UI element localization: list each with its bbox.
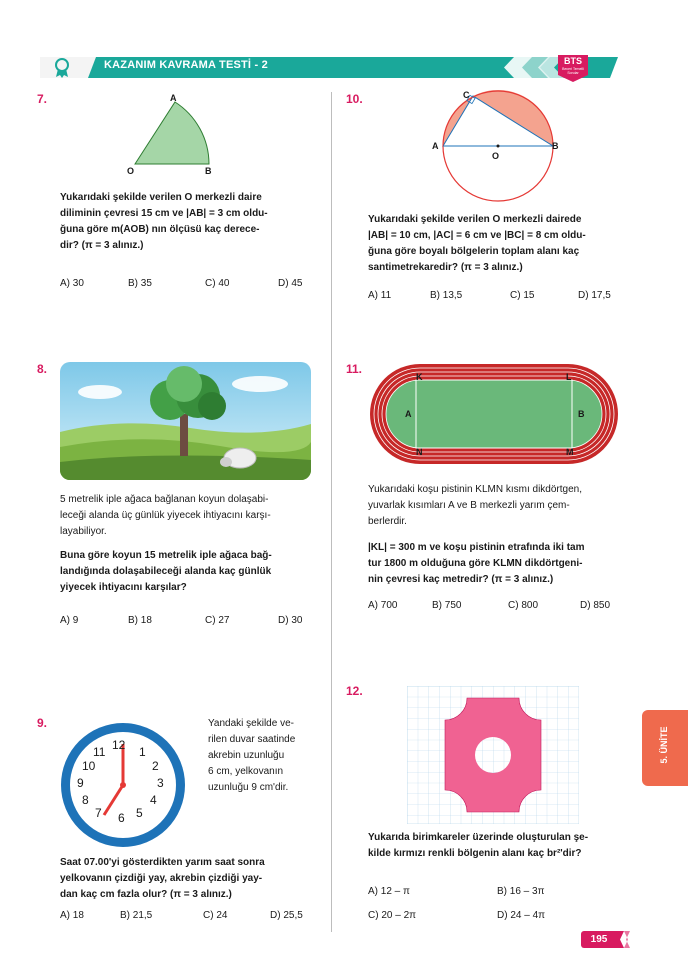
q7-number: 7. <box>37 92 48 106</box>
q11-question-text: |KL| = 300 m ve koşu pistinin etrafında iki tam tur 1800 m olduğuna göre KLMN dikdörtgeni- nin çevresi kaç metredir? (π = 3 alınız.) <box>368 542 585 585</box>
q9-option-b[interactable]: B) 21,5 <box>120 910 153 921</box>
q10-option-d[interactable]: D) 17,5 <box>578 290 611 301</box>
q10-label-b: B <box>552 141 559 151</box>
q11-label-n: N <box>416 447 423 457</box>
q12-number: 12. <box>346 684 363 698</box>
q9-option-a[interactable]: A) 18 <box>60 910 84 921</box>
clock-2: 2 <box>152 759 159 773</box>
q10-label-c: C <box>463 90 470 100</box>
q8-option-b[interactable]: B) 18 <box>128 615 152 626</box>
q11-number: 11. <box>346 362 363 376</box>
column-divider <box>331 92 332 932</box>
q8-option-d[interactable]: D) 30 <box>278 615 303 626</box>
q7-option-d[interactable]: D) 45 <box>278 278 303 289</box>
award-icon <box>50 56 74 80</box>
q11-option-c[interactable]: C) 800 <box>508 600 539 611</box>
clock-1: 1 <box>139 745 146 759</box>
page-number-chevron-icon <box>616 931 630 948</box>
clock-3: 3 <box>157 776 164 790</box>
q9-option-c[interactable]: C) 24 <box>203 910 228 921</box>
q7-option-b[interactable]: B) 35 <box>128 278 152 289</box>
q7-option-c[interactable]: C) 40 <box>205 278 230 289</box>
q12-option-d[interactable]: D) 24 – 4π <box>497 910 546 921</box>
page-number: 195 <box>581 931 617 948</box>
q11-option-d[interactable]: D) 850 <box>580 600 611 611</box>
q10-number: 10. <box>346 92 363 106</box>
q12-option-b[interactable]: B) 16 – 3π <box>497 886 545 897</box>
q11-option-b[interactable]: B) 750 <box>432 600 462 611</box>
bts-logo-subtext: Beceri Temelli Sorular <box>562 67 584 75</box>
q11-label-b: B <box>578 409 585 419</box>
clock-10: 10 <box>82 759 96 773</box>
q11-intro-text: Yukarıdaki koşu pistinin KLMN kısmı dikdörtgen, yuvarlak kısımları A ve B merkezli yarım çem- berlerdir. <box>368 484 582 527</box>
q12-option-c[interactable]: C) 20 – 2π <box>368 910 417 921</box>
bts-logo-text: BTS <box>564 56 582 66</box>
q11-label-a: A <box>405 409 412 419</box>
clock-11: 11 <box>93 745 106 759</box>
q10-option-c[interactable]: C) 15 <box>510 290 535 301</box>
q10-option-b[interactable]: B) 13,5 <box>430 290 463 301</box>
q9-option-d[interactable]: D) 25,5 <box>270 910 303 921</box>
q8-option-c[interactable]: C) 27 <box>205 615 230 626</box>
q7-question-text: Yukarıdaki şekilde verilen O merkezli daire diliminin çevresi 15 cm ve |AB| = 3 cm oldu- ğuna göre m(AOB) nın ölçüsü kaç derece- dir? (π = 3 alınız.) <box>60 192 268 251</box>
clock-12: 12 <box>112 738 126 752</box>
q12-grid-figure <box>407 686 579 824</box>
q9-side-text: Yandaki şekilde ve- rilen duvar saatinde akrebin uzunluğu 6 cm, yelkovanın uzunluğu 9 cm'dir. <box>208 718 296 793</box>
q12-question-text: Yukarıda birimkareler üzerinde oluşturulan şe- kilde kırmızı renkli bölgenin alanı kaç br²'dir? <box>368 832 589 859</box>
q10-label-a: A <box>432 141 439 151</box>
q11-label-k: K <box>416 372 423 382</box>
q8-question-text: Buna göre koyun 15 metrelik iple ağaca bağ- landığında dolaşabileceği alanda kaç günlük yiyecek ihtiyacını karşılar? <box>60 550 272 593</box>
q10-label-o: O <box>492 151 500 161</box>
clock-6: 6 <box>118 811 125 825</box>
q7-label-a: A <box>170 93 177 103</box>
q10-option-a[interactable]: A) 11 <box>368 290 392 301</box>
clock-4: 4 <box>150 793 157 807</box>
q8-sheep-tree-illustration <box>60 362 311 480</box>
q9-number: 9. <box>37 716 48 730</box>
clock-5: 5 <box>136 806 143 820</box>
q7-label-o: O <box>127 166 135 176</box>
q7-option-a[interactable]: A) 30 <box>60 278 84 289</box>
q7-label-b: B <box>205 166 212 176</box>
q11-label-m: M <box>566 447 574 457</box>
clock-8: 8 <box>82 793 89 807</box>
q8-option-a[interactable]: A) 9 <box>60 615 79 626</box>
q8-number: 8. <box>37 362 48 376</box>
test-title: KAZANIM KAVRAMA TESTİ - 2 <box>104 59 268 71</box>
q7-sector-figure <box>120 92 230 182</box>
clock-7: 7 <box>95 806 102 820</box>
q10-circle-figure <box>430 88 566 208</box>
clock-9: 9 <box>77 776 84 790</box>
q8-intro-text: 5 metrelik iple ağaca bağlanan koyun dolaşabi- leceği alanda üç günlük yiyecek ihtiyacını karşı- layabiliyor. <box>60 494 271 537</box>
q9-question-text: Saat 07.00'yi gösterdikten yarım saat sonra yelkovanın çizdiği yay, akrebin çizdiği yay- dan kaç cm fazla olur? (π = 3 alınız.) <box>60 857 265 900</box>
unit-side-tab-label: 5. ÜNİTE <box>659 726 669 764</box>
q11-option-a[interactable]: A) 700 <box>368 600 398 611</box>
q10-question-text: Yukarıdaki şekilde verilen O merkezli dairede |AB| = 10 cm, |AC| = 6 cm ve |BC| = 8 cm oldu- ğuna göre boyalı bölgelerin toplam alanı kaç santimetrekaredir? (π = 3 alınız.) <box>368 214 586 273</box>
q11-label-l: L <box>566 372 572 382</box>
q12-option-a[interactable]: A) 12 – π <box>368 886 410 897</box>
